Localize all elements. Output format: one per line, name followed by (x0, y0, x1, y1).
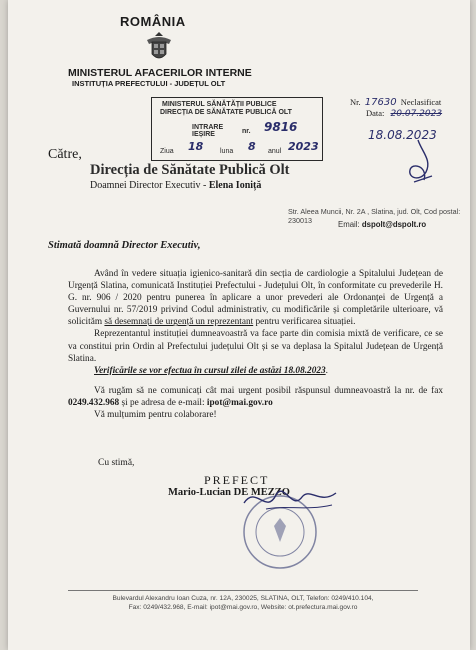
closing-title: PREFECT (204, 473, 270, 487)
paragraph-5: Vă mulțumim pentru colaborare! (94, 410, 217, 421)
p4-text: Vă rugăm să ne comunicați cât mai urgent posibil răspunsul dumneavoastră la nr. de fax (94, 385, 443, 396)
salutation: Stimată doamnă Director Executiv, (48, 240, 201, 251)
stamp-anul-label: anul (268, 148, 282, 155)
closing-cu-stima: Cu stimă, (98, 458, 135, 468)
recipient-person: Elena Ioniță (208, 180, 262, 191)
prefect-signature-icon (236, 475, 346, 535)
coat-of-arms-icon (142, 30, 176, 64)
stamp-nr-value: 9816 (264, 120, 298, 134)
header-country: ROMÂNIA (120, 14, 186, 29)
paragraph-2: Reprezentantul instituției dumneavoastră va face parte din comisia mixtă de verificare, ce se va constitui prin Ordin al Prefectului județului Olt și se va deplasa la Spitalul Județean de Urgență Slatina. (68, 329, 443, 364)
p4-fax: 0249.432.968 (68, 397, 120, 408)
p3-emphasis: Verificările se vor efectua în cursul zilei de astăzi 18.08.2023 (94, 365, 326, 376)
footer-line2: Fax: 0249/432.968, E-mail: ipot@mai.gov.ro, Website: ot.prefectura.mai.gov.ro (128, 604, 358, 611)
p1-underlined: să desemnați de urgență un reprezentant (104, 317, 254, 328)
stamp-luna-value: 8 (248, 140, 256, 153)
reference-data-label: Data: (366, 108, 385, 118)
recipient-catre: Către, (48, 147, 82, 162)
header-ministry: MINISTERUL AFACERILOR INTERNE (68, 67, 252, 79)
letter-body (68, 268, 443, 421)
closing-name: Mario-Lucian DE MEZZO (168, 487, 290, 498)
handwritten-date: 18.08.2023 (368, 128, 437, 142)
stamp-line1: MINISTERUL SĂNĂTĂȚII PUBLICE (162, 101, 277, 108)
footer-line1: Bulevardul Alexandru Ioan Cuza, nr. 12A, 230025, SLATINA, OLT, Telefon: 0249/410.104, (112, 595, 374, 602)
recipient-email-label: Email: (338, 220, 360, 229)
p4-email: ipot@mai.gov.ro (206, 397, 273, 408)
reference-date-line (366, 108, 442, 119)
recipient-email-line (338, 220, 426, 229)
stamp-intrare: INTRARE (192, 124, 224, 131)
recipient-role-line (90, 180, 261, 191)
reference-classification: Neclasificat (400, 97, 442, 107)
paragraph-4 (68, 385, 443, 409)
recipient-address: Str. Aleea Muncii, Nr. 2A , Slatina, jud. Olt, Cod postal: 230013 (288, 207, 461, 225)
stamp-nr-label: nr. (242, 128, 251, 135)
footer (68, 594, 418, 612)
stamp-luna-label: luna (220, 148, 234, 155)
recipient-name: Direcția de Sănătate Publică Olt (90, 162, 290, 178)
recipient-role: Doamnei Director Executiv (90, 180, 201, 191)
reference-nr-label: Nr. (350, 97, 361, 107)
header-institution: INSTITUȚIA PREFECTULUI - JUDEȚUL OLT (72, 79, 226, 88)
reference-data-value: 20.07.2023 (390, 109, 443, 119)
stamp-anul-value: 2023 (288, 140, 319, 153)
p1-end: pentru verificarea situației. (253, 317, 356, 328)
stamp-line2: DIRECȚIA DE SĂNĂTATE PUBLICĂ OLT (160, 109, 292, 116)
paragraph-1 (68, 268, 443, 328)
handwritten-signature-icon (388, 132, 448, 192)
p3-end: . (325, 365, 328, 376)
p4-mid: și pe adresa de e-mail: (119, 397, 207, 408)
stamp-iesire: IEȘIRE (192, 131, 215, 138)
reference-number-line (350, 97, 470, 108)
registration-stamp (151, 97, 323, 161)
paragraph-3 (68, 365, 443, 377)
document-page (8, 0, 470, 650)
stamp-ziua-label: Ziua (160, 148, 174, 155)
footer-divider (68, 590, 418, 591)
recipient-email: dspolt@dspolt.ro (361, 220, 427, 229)
stamp-ziua-value: 18 (188, 140, 204, 153)
p1-text: Având în vedere situația igienico-sanitară din secția de cardiologie a Spitalului Județean de Urgență Slatina, comunicată Instituției Prefectului - Județului Olt, în conformitate cu prevederile H. G. nr. 906 / 2020 pentru punerea în aplicare a unor prevederi ale Ordonanței de Urgență a Guvernului nr. 57/2019 privind Codul administrativ, cu modificările și completările ulterioare, vă solicităm (68, 269, 443, 328)
reference-nr-value: 17630 (364, 97, 397, 108)
recipient-separator: - (200, 180, 209, 191)
